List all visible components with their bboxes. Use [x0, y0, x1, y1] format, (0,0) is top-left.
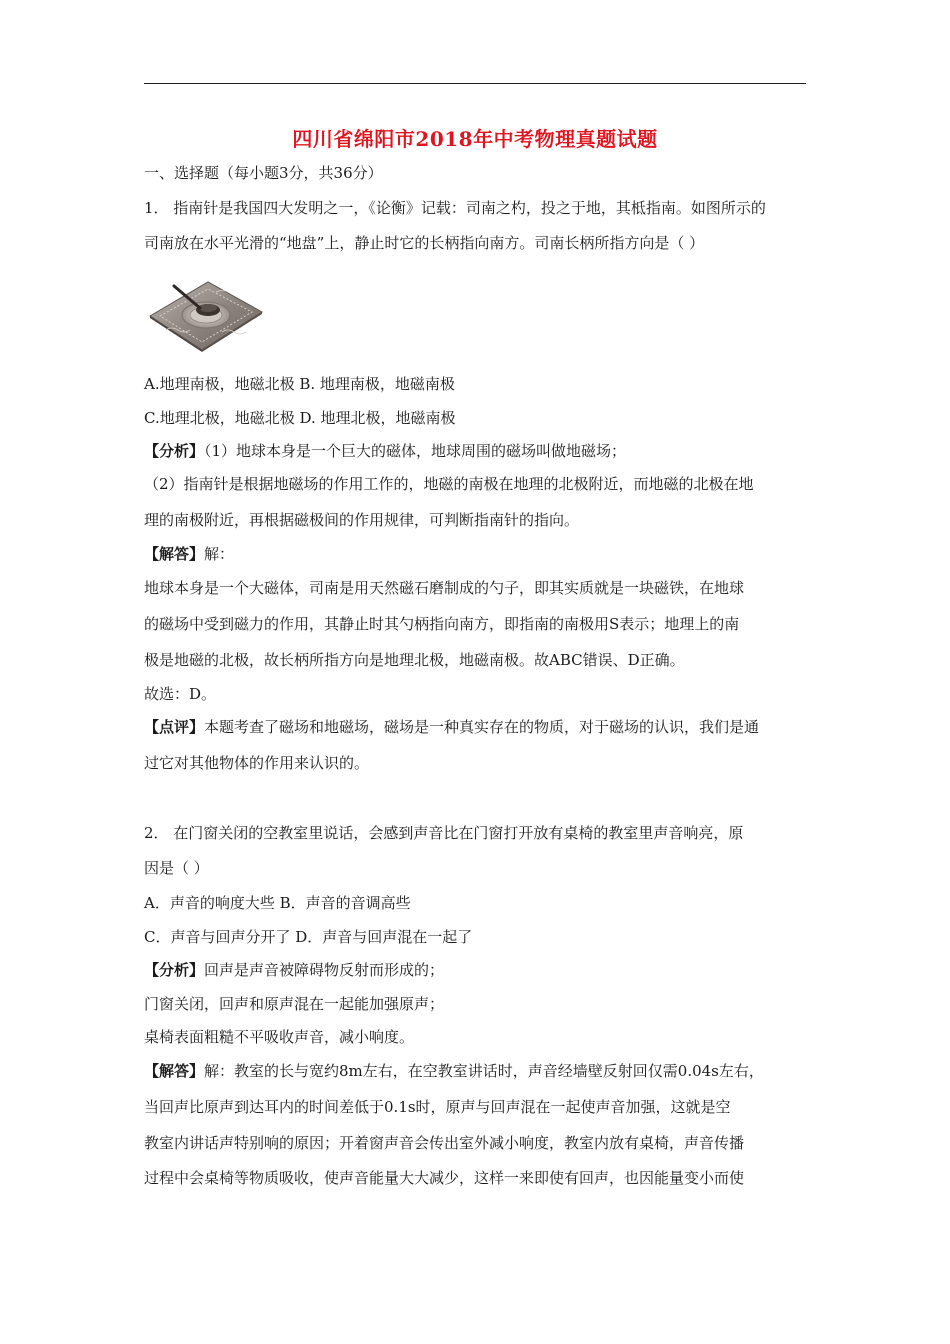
- q1-analysis-line-1: [144, 441, 626, 461]
- q1-solution-tag: 【解答】: [144, 545, 205, 563]
- q2-analysis-text-1: 回声是声音被障碍物反射而形成的；: [204, 961, 445, 979]
- q1-analysis-line-2: （2）指南针是根据地磁场的作用工作的，地磁的南极在地理的北极附近，而地磁的北极在地: [144, 475, 754, 493]
- sinan-compass-icon: [146, 270, 264, 352]
- q2-analysis-tag: 【分析】: [144, 961, 205, 979]
- q1-solution-line-2: 的磁场中受到磁力的作用，其静止时其勺柄指向南方，即指南的南极用S表示；地理上的南: [144, 615, 740, 633]
- q1-solution-line-3: 极是地磁的北极，故长柄所指方向是地理北极，地磁南极。故ABC错误、D正确。: [144, 651, 685, 669]
- q1-comment-tag: 【点评】: [144, 718, 205, 736]
- q2-solution-line-1: [144, 1061, 764, 1081]
- q2-analysis-line-3: 桌椅表面粗糙不平吸收声音，减小响度。: [144, 1028, 415, 1046]
- q1-solution-heading: [144, 544, 234, 564]
- q2-solution-text-1: 解：教室的长与宽约8m左右，在空教室讲话时，声音经墙壁反射回仅需0.04s左右，: [204, 1062, 764, 1080]
- q2-solution-line-2: 当回声比原声到达耳内的时间差低于0.1s时，原声与回声混在一起使声音加强，这就是空: [144, 1098, 731, 1116]
- q1-analysis-tag: 【分析】: [144, 442, 205, 460]
- q1-comment-line-1: [144, 717, 759, 737]
- q1-solution-suffix: 解：: [204, 545, 235, 563]
- q1-solution-line-1: 地球本身是一个大磁体，司南是用天然磁石磨制成的勺子，即其实质就是一块磁铁，在地球: [144, 579, 745, 597]
- q1-options-cd: C.地理北极，地磁北极 D. 地理北极，地磁南极: [144, 409, 456, 427]
- header-rule: [144, 83, 806, 84]
- q1-answer: 故选：D。: [144, 685, 217, 703]
- q1-comment-text-1: 本题考查了磁场和地磁场，磁场是一种真实存在的物质，对于磁场的认识，我们是通: [204, 718, 760, 736]
- q1-analysis-text-1: （1）地球本身是一个巨大的磁体，地球周围的磁场叫做地磁场；: [204, 442, 627, 460]
- page-title: 四川省绵阳市2018年中考物理真题试题: [292, 127, 658, 151]
- q2-stem-line-2: 因是（ ）: [144, 859, 209, 877]
- q2-analysis-line-1: [144, 960, 444, 980]
- q2-analysis-line-2: 门窗关闭，回声和原声混在一起能加强原声；: [144, 995, 445, 1013]
- q2-solution-line-4: 过程中会桌椅等物质吸收，使声音能量大大减少，这样一来即使有回声，也因能量变小而使: [144, 1169, 745, 1187]
- q1-analysis-line-3: 理的南极附近，再根据磁极间的作用规律，可判断指南针的指向。: [144, 511, 580, 529]
- q2-options-ab: A．声音的响度大些 B．声音的音调高些: [144, 894, 411, 912]
- q2-solution-tag: 【解答】: [144, 1062, 205, 1080]
- q2-stem-line-1: 2． 在门窗关闭的空教室里说话，会感到声音比在门窗打开放有桌椅的教室里声音响亮，原: [144, 824, 744, 842]
- section-heading: 一、选择题（每小题3分，共36分）: [144, 164, 383, 182]
- q1-comment-line-2: 过它对其他物体的作用来认识的。: [144, 754, 370, 772]
- q1-options-ab: A.地理南极，地磁北极 B. 地理南极，地磁南极: [144, 375, 455, 393]
- q2-options-cd: C．声音与回声分开了 D．声音与回声混在一起了: [144, 928, 473, 946]
- q1-stem-line-2: 司南放在水平光滑的“地盘”上，静止时它的长柄指向南方。司南长柄所指方向是（ ）: [144, 234, 705, 252]
- q2-solution-line-3: 教室内讲话声特别响的原因；开着窗声音会传出室外减小响度，教室内放有桌椅，声音传播: [144, 1134, 745, 1152]
- q1-stem-line-1: 1． 指南针是我国四大发明之一，《论衡》记载：司南之杓，投之于地，其柢指南。如图所示的: [144, 199, 766, 217]
